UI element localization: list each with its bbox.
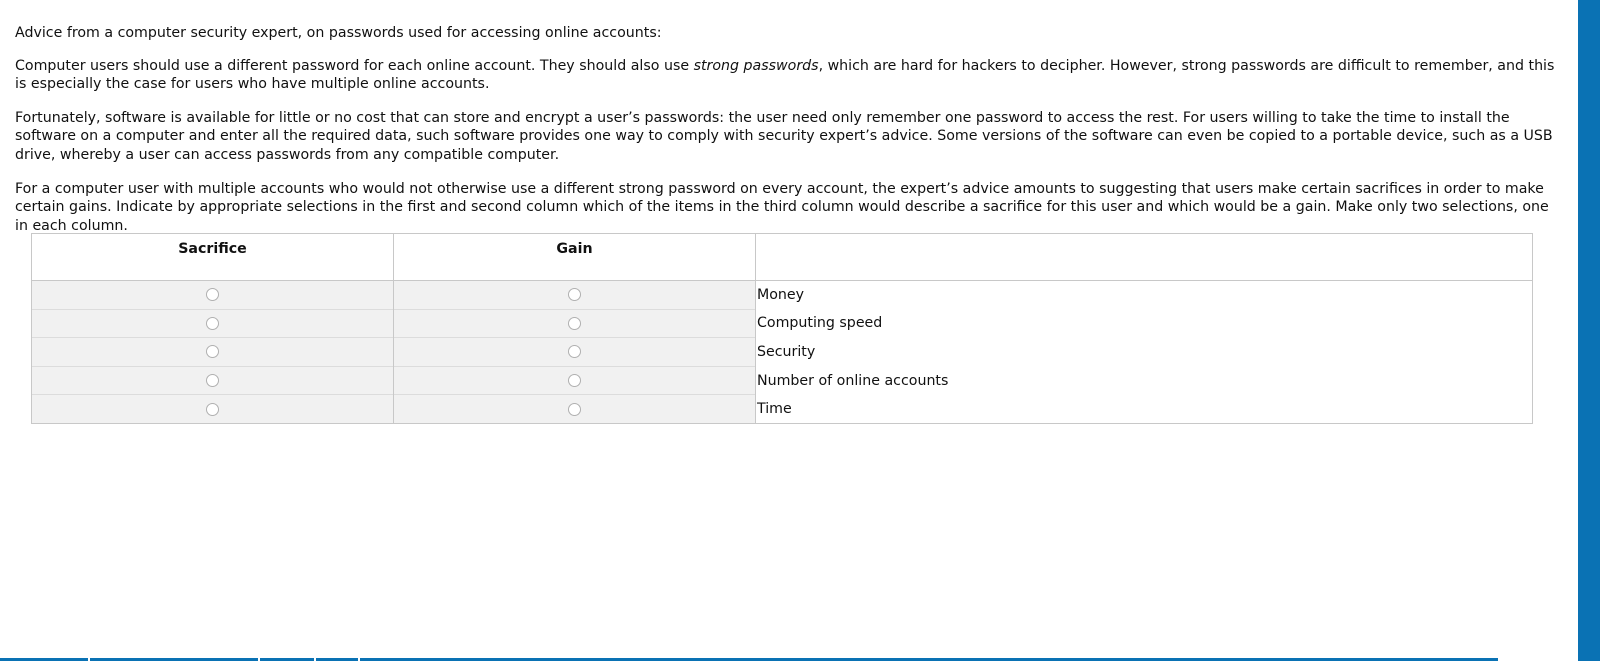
- paragraph-2: Fortunately, software is available for little or no cost that can store and encrypt a user’s passwords: the user need only remember one password to access the rest. For users willing to take the time to install the software on a computer and enter all the required data, such software provides one way to comply with security expert’s advice. Some versions of the software can even be copied to a portable device, such as a USB drive, whereby a user can access passwords from any compatible computer.: [15, 109, 1553, 163]
- paragraph-3: For a computer user with multiple accounts who would not otherwise use a different strong password on every account, the expert’s advice amounts to suggesting that users make certain sacrifices in order to make certain gains. Indicate by appropriate selections in the first and second column which of the items in the third column would describe a sacrifice for this user and which would be a gain. Make only two selections, one in each column.: [15, 180, 1549, 234]
- gain-cell: [394, 281, 756, 310]
- gain-radio-money[interactable]: [568, 288, 581, 301]
- sacrifice-radio-time[interactable]: [206, 403, 219, 416]
- table-row: [32, 338, 1533, 367]
- header-sacrifice: Sacrifice: [32, 234, 394, 281]
- sacrifice-cell: [32, 395, 394, 424]
- gain-cell: [394, 338, 756, 367]
- question-content: [15, 24, 1565, 250]
- sacrifice-radio-security[interactable]: [206, 345, 219, 358]
- gain-cell: [394, 309, 756, 338]
- sacrifice-radio-number-of-accounts[interactable]: [206, 374, 219, 387]
- sacrifice-cell: [32, 338, 394, 367]
- table-row: [32, 395, 1533, 424]
- item-label: Money: [756, 281, 1533, 310]
- sacrifice-radio-computing-speed[interactable]: [206, 317, 219, 330]
- header-gain: Gain: [394, 234, 756, 281]
- table-row: [32, 309, 1533, 338]
- gain-radio-computing-speed[interactable]: [568, 317, 581, 330]
- item-label: Number of online accounts: [756, 366, 1533, 395]
- paragraph-1-before: Computer users should use a different password for each online account. They should also use: [15, 57, 694, 74]
- table-row: [32, 366, 1533, 395]
- table-row: [32, 281, 1533, 310]
- header-item: [756, 234, 1533, 281]
- sacrifice-cell: [32, 309, 394, 338]
- answer-table: [31, 233, 1533, 424]
- gain-radio-number-of-accounts[interactable]: [568, 374, 581, 387]
- gain-cell: [394, 366, 756, 395]
- sacrifice-radio-money[interactable]: [206, 288, 219, 301]
- table-header-row: [32, 234, 1533, 281]
- sacrifice-cell: [32, 366, 394, 395]
- gain-cell: [394, 395, 756, 424]
- gain-radio-security[interactable]: [568, 345, 581, 358]
- paragraph-1-after: , which are hard for hackers to decipher. However, strong passwords are difficult to remember, and this is especially the case for users who have multiple online accounts.: [15, 57, 1555, 93]
- right-scroll-bar[interactable]: [1578, 0, 1600, 661]
- sacrifice-cell: [32, 281, 394, 310]
- paragraph-1-emphasis: strong passwords: [693, 57, 819, 74]
- gain-radio-time[interactable]: [568, 403, 581, 416]
- item-label: Security: [756, 338, 1533, 367]
- intro-text: Advice from a computer security expert, on passwords used for accessing online accounts:: [15, 25, 662, 41]
- paragraph-1: [15, 57, 1565, 94]
- item-label: Computing speed: [756, 309, 1533, 338]
- item-label: Time: [756, 395, 1533, 424]
